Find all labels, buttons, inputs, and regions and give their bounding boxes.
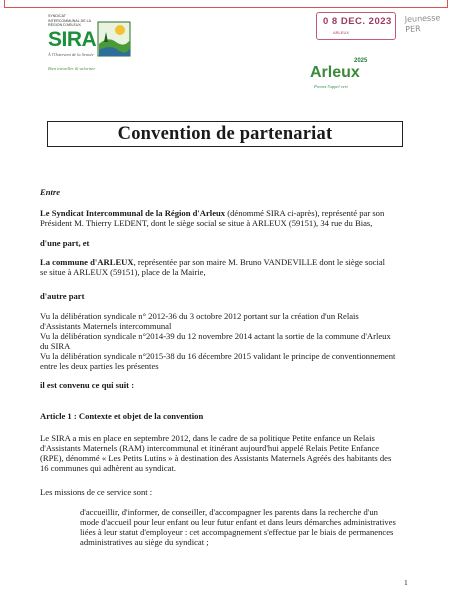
party1-rest: (dénommé SIRA ci-après), représenté par son	[225, 208, 385, 218]
sira-landscape-icon	[96, 20, 132, 58]
vu-3-line1: Vu la délibération syndicale n°2015-38 du 16 décembre 2015 validant le principe de conventionnement	[40, 351, 396, 361]
stamp-date: 0 8 DEC. 2023	[323, 16, 392, 27]
vu-2-line2: du SIRA	[40, 341, 71, 351]
title-box	[47, 121, 403, 147]
mission-1-line1: d'accueillir, d'informer, de conseiller, d'accompagner les parents dans la recherche d'un	[80, 507, 378, 517]
document-title: Convention de partenariat	[117, 124, 333, 144]
party2-line1	[40, 258, 385, 267]
mission-1-line3: liées à leur statut d'employeur : cet accompagnement s'effectue par le biais de permanences	[80, 527, 394, 537]
party1-line2: Président M. Thierry LEDENT, dont le siège social se situe à ARLEUX (59151), 34 rue du Bias,	[40, 218, 373, 228]
mission-1-line2: mode d'accueil pour leur enfant ou leur futur enfant et dans leurs démarches administratives	[80, 517, 396, 527]
party2-line2: se situe à ARLEUX (59151), place de la Mairie,	[40, 267, 206, 277]
page-number: 1	[404, 578, 408, 587]
stamp-subtext: ARLEUX	[333, 30, 350, 35]
convenu-label: il est convenu ce qui suit :	[40, 380, 135, 390]
arleux-logo	[310, 58, 370, 98]
vu-3-line2: entre les deux parties les présentes	[40, 361, 159, 371]
handwritten-note-line2: PER	[405, 24, 421, 35]
sira-logo-small-text: SYNDICAT INTERCOMMUNAL DE LA RÉGION D'ARLEUX	[48, 14, 91, 28]
vu-2-line1: Vu la délibération syndicale n°2014-39 du 12 novembre 2014 actant la sortie de la commune d'Arleux	[40, 331, 391, 341]
sira-logo-signature: Bien travailler & valoriser	[48, 66, 96, 71]
party2-name: La commune d'ARLEUX	[40, 257, 134, 267]
received-date-stamp	[316, 12, 396, 40]
article-1-line2: d'Assistants Maternels (RAM) intercommunal et itinérant aujourd'hui appelé Relais Petite Enfance	[40, 443, 380, 453]
arleux-logo-word: Arleux	[310, 64, 360, 81]
article-1-line3: (RPE), dénommé « Les Petits Lutins » à destination des Assistants Maternels Agréés des habitants des	[40, 453, 392, 463]
arleux-logo-tagline: Prenez l'appel vert	[314, 84, 348, 89]
article-1-line1: Le SIRA a mis en place en septembre 2012, dans le cadre de sa politique Petite enfance un Relais	[40, 433, 375, 443]
party1-line1	[40, 209, 384, 218]
sira-logo-tagline: À l'Ostrevent de la Sensée	[48, 52, 94, 57]
mission-1-line4: administratives au siège du syndicat ;	[80, 537, 209, 547]
party2-rest: , représentée par son maire M. Bruno VANDEVILLE dont le siège social	[133, 257, 386, 267]
vu-1-line2: d'Assistants Maternels intercommunal	[40, 321, 172, 331]
sira-logo	[26, 14, 136, 100]
dautre-part-label: d'autre part	[40, 291, 85, 301]
missions-intro: Les missions de ce service sont :	[40, 487, 153, 497]
article-1-heading: Article 1 : Contexte et objet de la convention	[40, 411, 204, 421]
top-red-frame	[4, 0, 448, 8]
entre-heading: Entre	[40, 187, 61, 197]
party1-name: Le Syndicat Intercommunal de la Région d'Arleux	[40, 208, 226, 218]
sira-logo-word: SIRA	[48, 28, 97, 51]
arleux-logo-year: 2025	[354, 58, 368, 64]
dune-part-label: d'une part, et	[40, 238, 90, 248]
handwritten-note	[405, 13, 446, 35]
article-1-line4: 16 communes qui adhèrent au syndicat.	[40, 463, 177, 473]
vu-1-line1: Vu la délibération syndicale n° 2012-36 du 3 octobre 2012 portant sur la création d'un Relais	[40, 311, 359, 321]
handwritten-note-line1: Jeunesse	[404, 13, 441, 25]
